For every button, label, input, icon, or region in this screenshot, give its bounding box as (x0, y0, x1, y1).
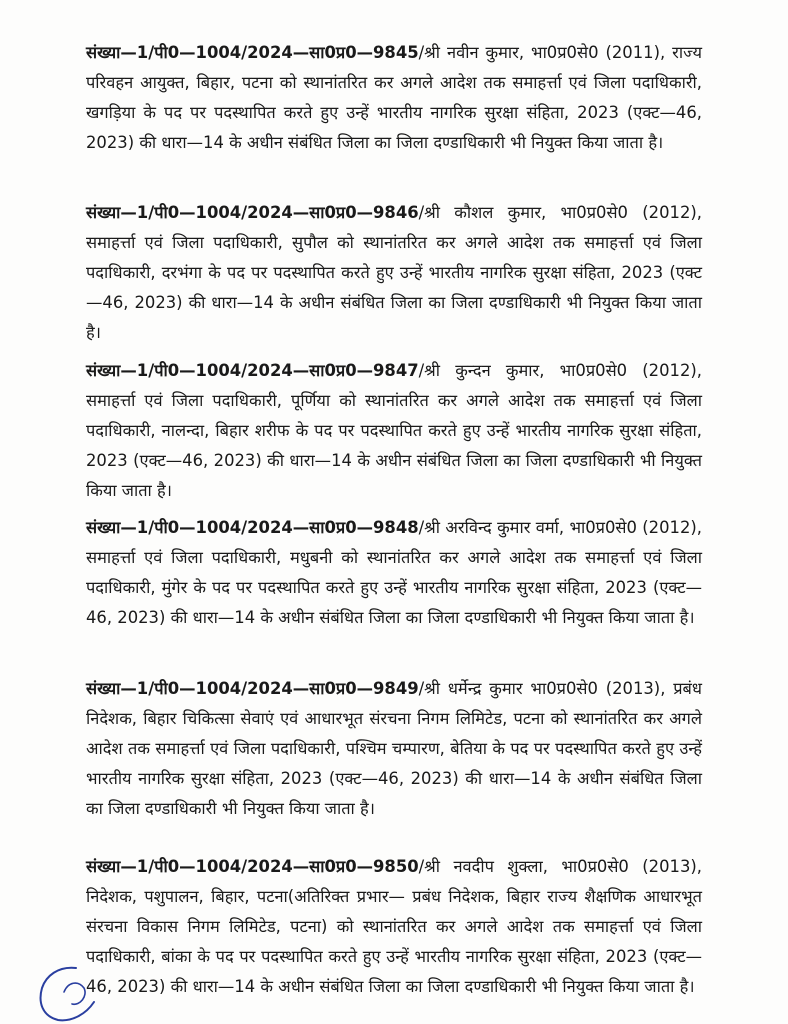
order-paragraph-9849 (86, 674, 702, 824)
order-paragraph-9850 (86, 852, 702, 1002)
order-reference-number: संख्या—1/पी0—1004/2024—सा0प्र0—9850 (86, 857, 419, 876)
order-body-text: /श्री अरविन्द कुमार वर्मा, भा0प्र0से0 (2012), समाहर्त्ता एवं जिला पदाधिकारी, मधुबनी को स्थानांतरित कर अगले आदेश तक समाहर्त्ता एवं जिला पदाधिकारी, मुंगेर के पद पर पदस्थापित करते हुए उन्हें भारतीय नागरिक सुरक्षा संहिता, 2023 (एक्ट—46, 2023) की धारा—14 के अधीन संबंधित जिला का जिला दण्डाधिकारी भी नियुक्त किया जाता है। (86, 518, 702, 627)
order-reference-number: संख्या—1/पी0—1004/2024—सा0प्र0—9846 (86, 203, 419, 222)
order-paragraph-9848 (86, 513, 702, 633)
order-paragraph-9845 (86, 38, 702, 158)
order-reference-number: संख्या—1/पी0—1004/2024—सा0प्र0—9847 (86, 361, 419, 380)
order-paragraph-9847 (86, 356, 702, 506)
order-paragraph-9846 (86, 198, 702, 348)
signature-mark (28, 962, 108, 1024)
order-body-text: /श्री नवीन कुमार, भा0प्र0से0 (2011), राज्य परिवहन आयुक्त, बिहार, पटना को स्थानांतरित कर अगले आदेश तक समाहर्त्ता एवं जिला पदाधिकारी, खगड़िया के पद पर पदस्थापित करते हुए उन्हें भारतीय नागरिक सुरक्षा संहिता, 2023 (एक्ट—46, 2023) की धारा—14 के अधीन संबंधित जिला का जिला दण्डाधिकारी भी नियुक्त किया जाता है। (86, 43, 702, 152)
order-reference-number: संख्या—1/पी0—1004/2024—सा0प्र0—9845 (86, 43, 419, 62)
order-body-text: /श्री कुन्दन कुमार, भा0प्र0से0 (2012), समाहर्त्ता एवं जिला पदाधिकारी, पूर्णिया को स्थानांतरित कर अगले आदेश तक समाहर्त्ता एवं जिला पदाधिकारी, नालन्दा, बिहार शरीफ के पद पर पदस्थापित करते हुए उन्हें भारतीय नागरिक सुरक्षा संहिता, 2023 (एक्ट—46, 2023) की धारा—14 के अधीन संबंधित जिला का जिला दण्डाधिकारी भी नियुक्त किया जाता है। (86, 361, 702, 500)
order-body-text: /श्री धर्मेन्द्र कुमार भा0प्र0से0 (2013), प्रबंध निदेशक, बिहार चिकित्सा सेवाएं एवं आधारभूत संरचना निगम लिमिटेड, पटना को स्थानांतरित कर अगले आदेश तक समाहर्त्ता एवं जिला पदाधिकारी, पश्चिम चम्पारण, बेतिया के पद पर पदस्थापित करते हुए उन्हें भारतीय नागरिक सुरक्षा संहिता, 2023 (एक्ट—46, 2023) की धारा—14 के अधीन संबंधित जिला का जिला दण्डाधिकारी भी नियुक्त किया जाता है। (86, 679, 703, 818)
order-body-text: /श्री कौशल कुमार, भा0प्र0से0 (2012), समाहर्त्ता एवं जिला पदाधिकारी, सुपौल को स्थानांतरित कर अगले आदेश तक समाहर्त्ता एवं जिला पदाधिकारी, दरभंगा के पद पर पदस्थापित करते हुए उन्हें भारतीय नागरिक सुरक्षा संहिता, 2023 (एक्ट—46, 2023) की धारा—14 के अधीन संबंधित जिला का जिला दण्डाधिकारी भी नियुक्त किया जाता है। (86, 203, 702, 342)
order-body-text: /श्री नवदीप शुक्ला, भा0प्र0से0 (2013), निदेशक, पशुपालन, बिहार, पटना(अतिरिक्त प्रभार— प्रबंध निदेशक, बिहार राज्य शैक्षणिक आधारभूत संरचना विकास निगम लिमिटेड, पटना) को स्थानांतरित कर अगले आदेश तक समाहर्त्ता एवं जिला पदाधिकारी, बांका के पद पर पदस्थापित करते हुए उन्हें भारतीय नागरिक सुरक्षा संहिता, 2023 (एक्ट—46, 2023) की धारा—14 के अधीन संबंधित जिला का जिला दण्डाधिकारी भी नियुक्त किया जाता है। (86, 857, 702, 996)
order-reference-number: संख्या—1/पी0—1004/2024—सा0प्र0—9849 (86, 679, 419, 698)
order-reference-number: संख्या—1/पी0—1004/2024—सा0प्र0—9848 (86, 518, 419, 537)
